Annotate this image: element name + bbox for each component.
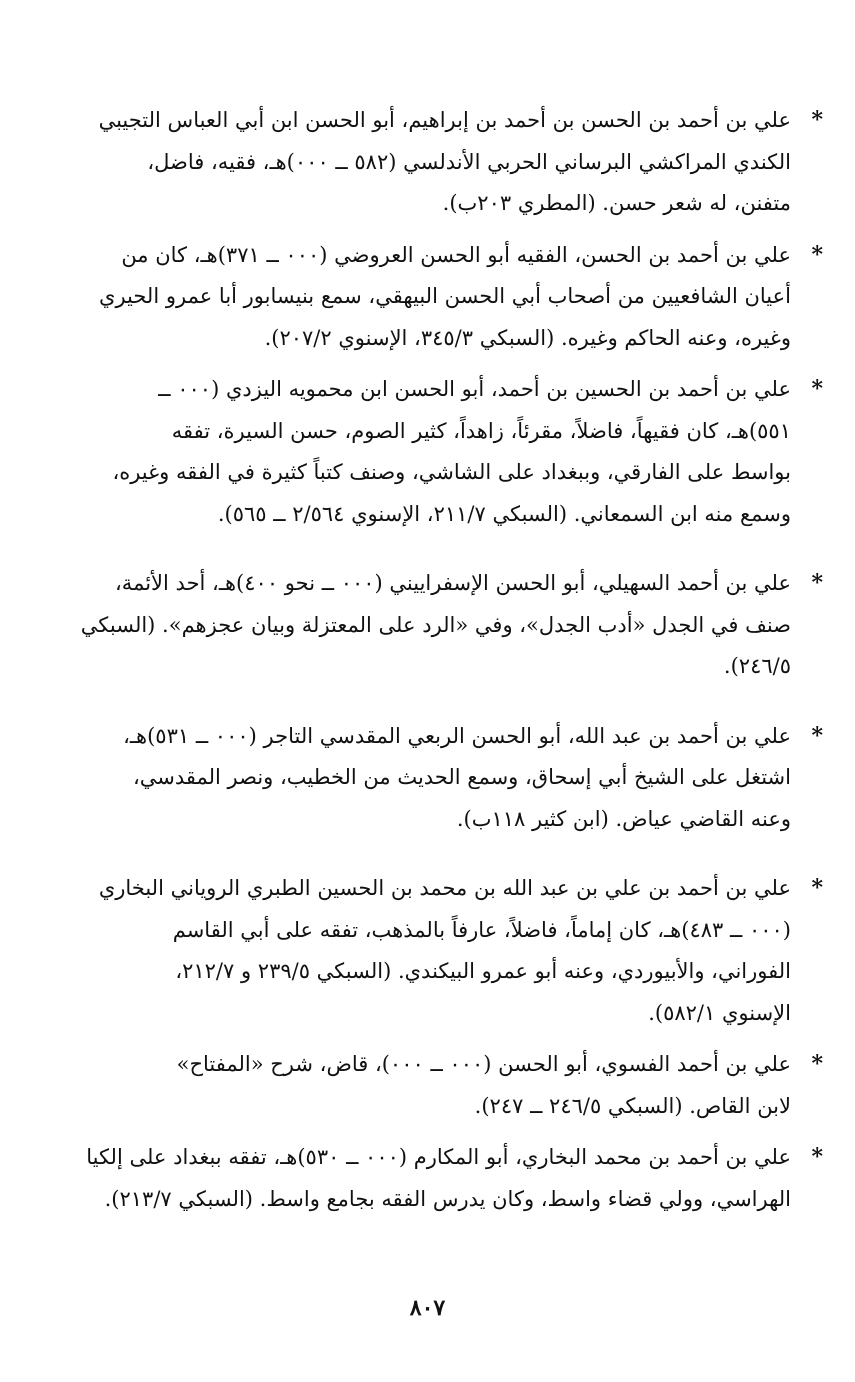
biography-entry <box>80 100 823 225</box>
entry-line: علي بن أحمد بن الحسين بن أحمد، أبو الحسن ابن محمويه اليزدي (٠٠٠ ــ <box>158 377 791 401</box>
entry-line: وغيره، وعنه الحاكم وغيره. (السبكي ٣٤٥/٣، الإسنوي ٢٠٧/٢). <box>264 325 791 350</box>
entry-asterisk-icon: * <box>811 722 823 749</box>
entry-line: وسمع منه ابن السمعاني. (السبكي ٢١١/٧، الإسنوي ٢/٥٦٤ ــ ٥٦٥). <box>217 501 791 526</box>
entry-line: أعيان الشافعيين من أصحاب أبي الحسن البيهقي، سمع بنيسابور أبا عمرو الحيري <box>99 284 791 308</box>
entry-line: علي بن أحمد بن الحسن، الفقيه أبو الحسن العروضي (٠٠٠ ــ ٣٧١)هـ، كان من <box>121 242 791 267</box>
entry-line: (٠٠٠ ــ ٤٨٣)هـ، كان إماماً، فاضلاً، عارفاً بالمذهب، تفقه على أبي القاسم <box>172 917 791 942</box>
entry-line: ٥٥١)هـ، كان فقيهاً، فاضلاً، مقرئاً، زاهداً، كثير الصوم، حسن السيرة، تفقه <box>171 418 791 443</box>
entry-line: علي بن أحمد السهيلي، أبو الحسن الإسفراييني (٠٠٠ ــ نحو ٤٠٠)هـ، أحد الأئمة، <box>115 571 791 595</box>
biography-entry <box>80 1137 823 1220</box>
entries-list <box>80 100 823 1230</box>
entry-line: وعنه القاضي عياض. (ابن كثير ١١٨ب). <box>456 806 791 831</box>
biography-entry <box>80 716 823 841</box>
entry-line: ٢٤٦/٥). <box>723 654 791 678</box>
entry-line: علي بن أحمد بن محمد البخاري، أبو المكارم (٠٠٠ ــ ٥٣٠)هـ، تفقه ببغداد على إلكيا <box>86 1145 791 1169</box>
entry-asterisk-icon: * <box>811 1051 823 1077</box>
entry-line: الفوراني، والأبيوردي، وعنه أبو عمرو البيكندي. (السبكي ٢٣٩/٥ و ٢١٢/٧، <box>175 959 791 983</box>
entry-line: صنف في الجدل «أدب الجدل»، وفي «الرد على المعتزلة وبيان عجزهم». (السبكي <box>80 612 791 637</box>
entry-line: بواسط على الفارقي، وببغداد على الشاشي، وصنف كتباً كثيرة في الفقه وغيره، <box>112 460 791 484</box>
entry-line: اشتغل على الشيخ أبي إسحاق، وسمع الحديث من الخطيب، ونصر المقدسي، <box>132 765 791 789</box>
entry-asterisk-icon: * <box>811 107 823 133</box>
biography-entry <box>80 563 823 688</box>
page-number: ٨٠٧ <box>409 1295 446 1321</box>
entry-line: الهراسي، وولي قضاء واسط، وكان يدرس الفقه بجامع واسط. (السبكي ٢١٣/٧). <box>104 1186 791 1211</box>
entry-asterisk-icon: * <box>811 241 823 268</box>
entry-line: لابن القاص. (السبكي ٢٤٦/٥ ــ ٢٤٧). <box>474 1093 791 1118</box>
entry-asterisk-icon: * <box>811 1144 823 1170</box>
entry-asterisk-icon: * <box>811 570 823 596</box>
biography-entry <box>80 1044 823 1127</box>
entry-line: علي بن أحمد بن علي بن عبد الله بن محمد بن الحسين الطبري الروياني البخاري <box>98 876 791 900</box>
entry-line: متفنن، له شعر حسن. (المطري ٢٠٣ب). <box>442 191 791 215</box>
entry-line: علي بن أحمد الفسوي، أبو الحسن (٠٠٠ ــ ٠٠٠)، قاض، شرح «المفتاح» <box>176 1052 791 1076</box>
entry-asterisk-icon: * <box>811 875 823 901</box>
entry-line: الإسنوي ٥٨٢/١). <box>648 1000 791 1025</box>
biography-entry <box>80 868 823 1034</box>
entry-asterisk-icon: * <box>811 376 823 402</box>
biography-entry <box>80 369 823 535</box>
entry-line: علي بن أحمد بن عبد الله، أبو الحسن الربعي المقدسي التاجر (٠٠٠ ــ ٥٣١)هـ، <box>123 723 791 748</box>
entry-line: علي بن أحمد بن الحسن بن أحمد بن إبراهيم، أبو الحسن ابن أبي العباس التجيبي <box>98 108 791 132</box>
biography-entry <box>80 235 823 360</box>
entry-line: الكندي المراكشي البرساني الحربي الأندلسي (٥٨٢ ــ ٠٠٠)هـ، فقيه، فاضل، <box>147 149 791 174</box>
